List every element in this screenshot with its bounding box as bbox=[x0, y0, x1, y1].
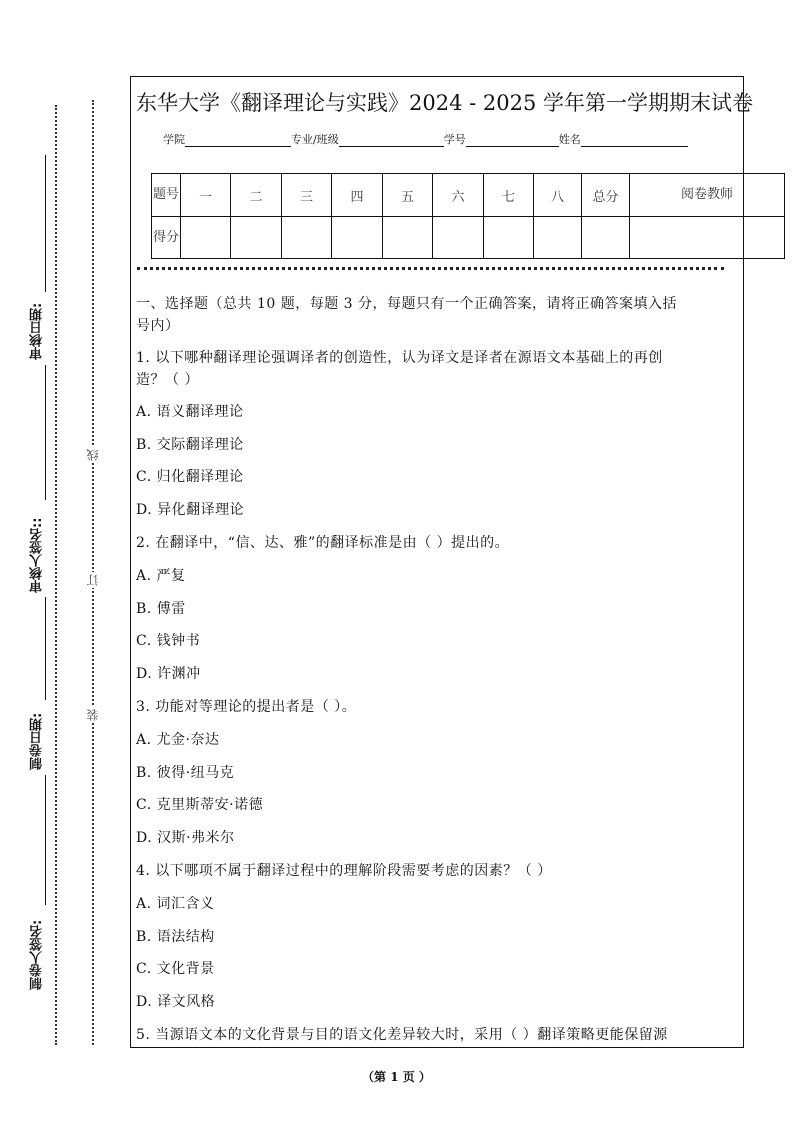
option-4a[interactable]: A. 词汇含义 bbox=[136, 896, 215, 912]
col-header: 二 bbox=[231, 174, 282, 217]
col-header: 四 bbox=[332, 174, 383, 217]
score-cell-total[interactable] bbox=[582, 217, 630, 259]
signature-line bbox=[45, 597, 46, 700]
question-1-cont: 造？（ ） bbox=[136, 372, 199, 388]
major-class-field[interactable] bbox=[339, 134, 444, 147]
option-3d[interactable]: D. 汉斯·弗米尔 bbox=[136, 830, 235, 846]
question-4: 4. 以下哪项不属于翻译过程中的理解阶段需要考虑的因素？（ ） bbox=[136, 863, 552, 879]
compile-date-label: 制卷日期: bbox=[30, 712, 45, 770]
col-header: 一 bbox=[181, 174, 231, 217]
score-cell[interactable] bbox=[433, 217, 484, 259]
score-cell[interactable] bbox=[484, 217, 534, 259]
binding-word-line: 线 bbox=[86, 449, 100, 461]
college-field[interactable] bbox=[185, 134, 291, 147]
option-1b[interactable]: B. 交际翻译理论 bbox=[136, 437, 244, 453]
cut-line-outer bbox=[55, 105, 57, 1045]
score-table-score-row bbox=[152, 217, 785, 259]
question-2: 2. 在翻译中，“信、达、雅”的翻译标准是由（ ）提出的。 bbox=[136, 535, 510, 551]
option-4d[interactable]: D. 译文风格 bbox=[136, 994, 216, 1010]
option-2a[interactable]: A. 严复 bbox=[136, 568, 186, 584]
col-header-total: 总分 bbox=[582, 174, 630, 217]
question-1: 1. 以下哪种翻译理论强调译者的创造性，认为译文是译者在源语文本基础上的再创 bbox=[136, 350, 663, 366]
score-cell[interactable] bbox=[383, 217, 433, 259]
col-header: 五 bbox=[383, 174, 433, 217]
student-id-field[interactable] bbox=[466, 134, 559, 147]
reviewer-signature-label: 审核人签名:: bbox=[30, 517, 45, 593]
score-table-header-row bbox=[152, 174, 785, 217]
option-3c[interactable]: C. 克里斯蒂安·诺德 bbox=[136, 797, 264, 813]
col-header: 八 bbox=[534, 174, 582, 217]
score-cell[interactable] bbox=[282, 217, 332, 259]
option-4c[interactable]: C. 文化背景 bbox=[136, 961, 215, 977]
question-3: 3. 功能对等理论的提出者是（ ）。 bbox=[136, 699, 357, 715]
binding-word-bind: 装 bbox=[86, 709, 100, 721]
compiler-signature-label: 制卷人签名: bbox=[30, 919, 45, 990]
option-2c[interactable]: C. 钱钟书 bbox=[136, 633, 201, 649]
option-1c[interactable]: C. 归化翻译理论 bbox=[136, 469, 244, 485]
option-1d[interactable]: D. 异化翻译理论 bbox=[136, 502, 245, 518]
signature-line bbox=[45, 155, 46, 292]
major-class-label: 专业/班级 bbox=[291, 133, 339, 146]
student-info-row bbox=[163, 131, 688, 147]
seal-dotted-line bbox=[137, 267, 724, 270]
signature-line bbox=[45, 365, 46, 500]
signature-line bbox=[45, 775, 46, 905]
score-cell[interactable] bbox=[231, 217, 282, 259]
option-2b[interactable]: B. 傅雷 bbox=[136, 601, 186, 617]
score-cell-grader[interactable] bbox=[630, 217, 785, 259]
option-1a[interactable]: A. 语义翻译理论 bbox=[136, 404, 244, 420]
student-id-label: 学号 bbox=[443, 133, 466, 146]
option-3b[interactable]: B. 彼得·纽马克 bbox=[136, 765, 235, 781]
col-header: 六 bbox=[433, 174, 484, 217]
review-date-label: 审核日期: bbox=[30, 302, 45, 360]
score-cell[interactable] bbox=[534, 217, 582, 259]
exam-title: 东华大学《翻译理论与实践》2024 - 2025 学年第一学期期末试卷 bbox=[136, 91, 754, 115]
col-header-grader: 阅卷教师 bbox=[630, 174, 785, 217]
option-4b[interactable]: B. 语法结构 bbox=[136, 929, 215, 945]
option-2d[interactable]: D. 许渊冲 bbox=[136, 666, 201, 682]
option-3a[interactable]: A. 尤金·奈达 bbox=[136, 732, 220, 748]
binding-word-staple: 订 bbox=[86, 574, 100, 586]
section-heading: 一、选择题（总共 10 题，每题 3 分，每题只有一个正确答案，请将正确答案填入括 bbox=[136, 296, 678, 312]
page-number: （第 1 页 ） bbox=[362, 1070, 431, 1084]
score-cell[interactable] bbox=[332, 217, 383, 259]
score-row-label: 得分 bbox=[152, 217, 181, 259]
question-number-header: 题号 bbox=[152, 174, 181, 217]
college-label: 学院 bbox=[163, 133, 185, 146]
section-heading-cont: 号内） bbox=[136, 318, 180, 334]
col-header: 七 bbox=[484, 174, 534, 217]
name-label: 姓名 bbox=[558, 133, 581, 146]
score-table bbox=[151, 173, 785, 259]
question-5: 5. 当源语文本的文化背景与目的语文化差异较大时，采用（ ）翻译策略更能保留源 bbox=[136, 1027, 668, 1043]
col-header: 三 bbox=[282, 174, 332, 217]
score-cell[interactable] bbox=[181, 217, 231, 259]
name-field[interactable] bbox=[581, 134, 688, 147]
